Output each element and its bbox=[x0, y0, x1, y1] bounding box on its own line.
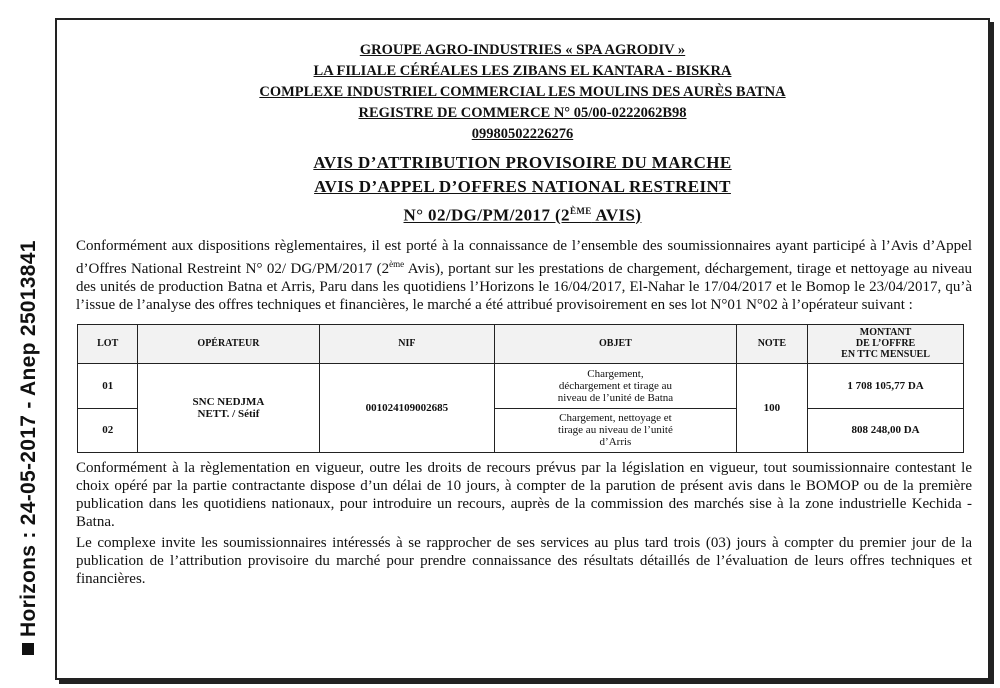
lot-object: Chargement, nettoyage et tirage au niveau de l’unité d’Arris bbox=[495, 408, 737, 452]
col-nif: NIF bbox=[319, 324, 495, 363]
title-tender: AVIS D’APPEL D’OFFRES NATIONAL RESTREINT bbox=[314, 177, 731, 196]
col-operateur: OPÉRATEUR bbox=[138, 324, 319, 363]
award-table bbox=[77, 324, 964, 453]
lot-score: 100 bbox=[736, 363, 807, 452]
header-subsidiary: LA FILIALE CÉRÉALES LES ZIBANS EL KANTARA - BISKRA bbox=[313, 63, 732, 79]
header-complex: COMPLEXE INDUSTRIEL COMMERCIAL LES MOULINS DES AURÈS BATNA bbox=[259, 84, 786, 100]
operator-name: SNC NEDJMA NETT. / Sétif bbox=[138, 363, 319, 452]
header-group: GROUPE AGRO-INDUSTRIES « SPA AGRODIV » bbox=[359, 42, 686, 58]
side-margin bbox=[0, 0, 40, 688]
table-row bbox=[78, 363, 964, 408]
lot-amount: 1 708 105,77 DA bbox=[808, 363, 964, 408]
col-lot: LOT bbox=[78, 324, 138, 363]
title-reference: N° 02/DG/PM/2017 (2ÈME AVIS) bbox=[403, 205, 642, 225]
invitation-paragraph: Le complexe invite les soumissionnaires intéressés à se rapprocher de ses services au plus tard trois (03) jours à compter du premier jour de la publication de l’attribution provisoire du marché pour prendre connaissance des résultats détaillés de l’évaluation de leurs offres techniques et financières. bbox=[76, 534, 972, 587]
header-registry: REGISTRE DE COMMERCE N° 05/00-0222062B98 bbox=[358, 105, 687, 121]
lot-amount: 808 248,00 DA bbox=[808, 408, 964, 452]
square-bullet-icon bbox=[22, 643, 34, 655]
lot-number: 01 bbox=[78, 363, 138, 408]
lot-object: Chargement, déchargement et tirage au niveau de l’unité de Batna bbox=[495, 363, 737, 408]
intro-paragraph: Conformément aux dispositions règlementaires, il est porté à la connaissance de l’ensemble des soumissionnaires ayant participé à l’Avis d’Appel d’Offres National Restreint N° 02/ DG/PM/2017 (2ème Avis), portant sur les prestations de chargement, déchargement, tirage et nettoyage au niveau des unités de production Batna et Arris, Paru dans les quotidiens l’Horizons le 16/04/2017, El-Nahar le 17/04/2017 et le Bomop le 23/04/2017, qu’à l’issue de l’analyse des offres techniques et financières, le marché a été attribué provisoirement en ses lot N°01 N°02 à l’opérateur suivant : bbox=[76, 237, 972, 313]
table-header-row bbox=[78, 324, 964, 363]
header-tax-id: 09980502226276 bbox=[471, 126, 574, 142]
col-note: NOTE bbox=[736, 324, 807, 363]
title-attribution: AVIS D’ATTRIBUTION PROVISOIRE DU MARCHE bbox=[313, 153, 732, 172]
side-caption: Horizons : 24-05-2017 - Anep 25013841 bbox=[17, 240, 41, 655]
operator-nif: 001024109002685 bbox=[319, 363, 495, 452]
col-montant: MONTANT DE L’OFFRE EN TTC MENSUEL bbox=[808, 324, 964, 363]
appeal-paragraph: Conformément à la règlementation en vigueur, outre les droits de recours prévus par la législation en vigueur, tout soumissionnaire contestant le choix opéré par la partie contractante dispose d’un délai de 10 jours, à compter de la parution de présent avis dans le BOMOP ou de la première publication dans les quotidiens nationaux, pour introduire un recours, auprès de la commission des marchés sise à la zone industrielle Kechida - Batna. bbox=[76, 459, 972, 530]
notice-frame bbox=[55, 18, 990, 680]
lot-number: 02 bbox=[78, 408, 138, 452]
col-objet: OBJET bbox=[495, 324, 737, 363]
